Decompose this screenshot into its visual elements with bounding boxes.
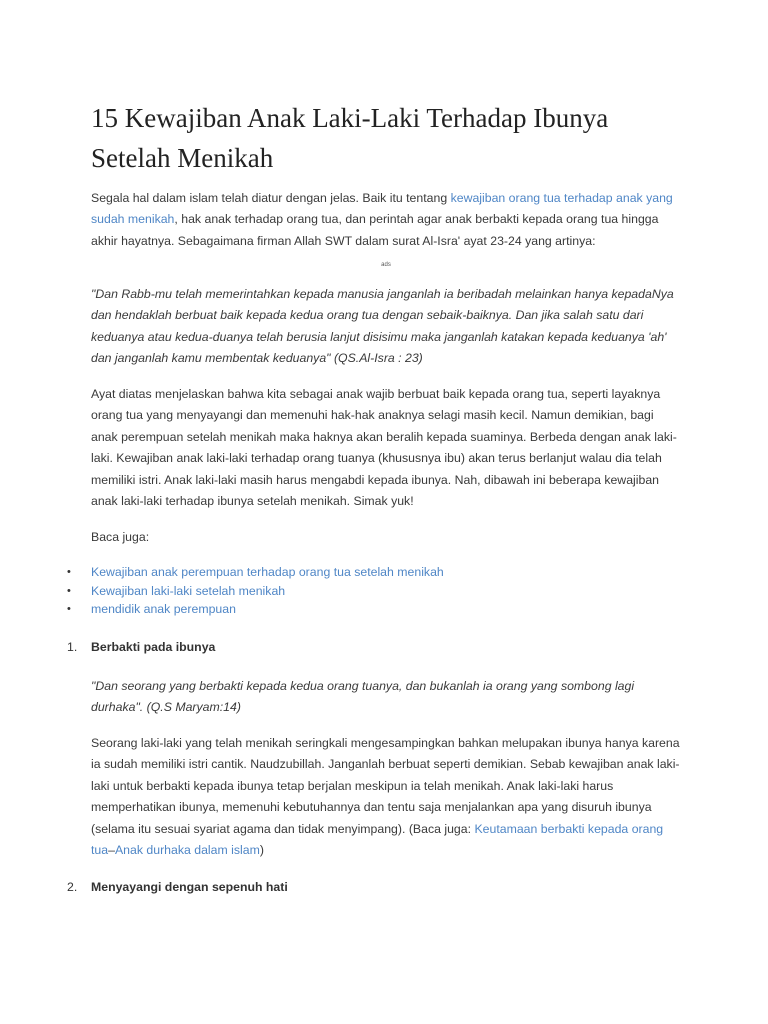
related-link[interactable]: Kewajiban laki-laki setelah menikah bbox=[91, 583, 286, 598]
section-number: 2. bbox=[67, 880, 78, 894]
list-item bbox=[67, 600, 681, 619]
bullet-icon: • bbox=[67, 566, 71, 578]
section-heading-2 bbox=[67, 877, 288, 897]
link-anak-durhaka[interactable]: Anak durhaka dalam islam bbox=[114, 843, 260, 858]
section-heading-1 bbox=[67, 637, 216, 657]
list-item bbox=[67, 582, 681, 601]
article-title: 15 Kewajiban Anak Laki-Laki Terhadap Ibunya Setelah Menikah bbox=[91, 103, 609, 173]
related-links-list bbox=[67, 563, 681, 619]
link-kewajiban-orang-tua[interactable]: kewajiban orang tua terhadap anak yang sudah menikah bbox=[91, 191, 673, 227]
ads-label: ads bbox=[381, 262, 391, 268]
bullet-icon: • bbox=[67, 584, 71, 597]
section-1-text: Seorang laki-laki yang telah menikah seringkali mengesampingkan bahkan melupakan ibunya hanya karena ia sudah memiliki istri cantik. Naudzubillah. Janganlah berbuat seperti demikian. Sebab kewajiban anak laki-laki untuk berbakti kepada ibunya tetap berjalan meskipun ia telah menikah. Anak laki-laki harus memperhatikan ibunya, memenuhi kebutuhannya dan tentu saja menjalankan apa yang disuruh ibunya (selama itu sesuai syariat agama dan tidak menyimpang). (Baca juga: bbox=[91, 736, 680, 836]
intro-paragraph bbox=[91, 188, 681, 252]
section-number: 1. bbox=[67, 640, 78, 654]
paragraph-ayat: Ayat diatas menjelaskan bahwa kita sebagai anak wajib berbuat baik kepada orang tua, seperti layaknya orang tua yang menyayangi dan memenuhi hak-hak anaknya selagi masih kecil. Namun demikian, bagi anak perempuan setelah menikah maka haknya akan beralih kepada suaminya. Berbeda dengan anak laki-laki. Kewajiban anak laki-laki terhadap orang tuanya (khususnya ibu) akan terus berlanjut walau dia telah memiliki istri. Anak laki-laki masih harus mengabdi kepada ibunya. Nah, dibawah ini beberapa kewajiban anak laki-laki terhadap ibunya setelah menikah. Simak yuk! bbox=[91, 387, 677, 509]
intro-text-1: Segala hal dalam islam telah diatur dengan jelas. Baik itu tentang bbox=[91, 191, 451, 205]
list-item bbox=[67, 563, 681, 582]
section-title: Berbakti pada ibunya bbox=[91, 640, 216, 654]
close-paren: ) bbox=[259, 843, 264, 858]
link-keutamaan-berbakti[interactable]: Keutamaan berbakti kepada orang tua bbox=[91, 821, 664, 858]
related-link[interactable]: mendidik anak perempuan bbox=[91, 602, 236, 617]
section-title: Menyayangi dengan sepenuh hati bbox=[91, 880, 288, 894]
section-1-body bbox=[91, 733, 681, 861]
related-link[interactable]: Kewajiban anak perempuan terhadap orang tua setelah menikah bbox=[91, 565, 444, 579]
bullet-icon: • bbox=[67, 603, 71, 616]
intro-text-3: , dan perintah agar anak berbakti kepada orang tua hingga akhir hayatnya. Sebagaimana firman Allah SWT dalam surat Al-Isra' ayat 23-24 yang artinya: bbox=[91, 212, 659, 248]
dash: – bbox=[108, 843, 115, 858]
quote-maryam: "Dan seorang yang berbakti kepada kedua orang tuanya, dan bukanlah ia orang yang sombong lagi durhaka". (Q.S Maryam:14) bbox=[91, 679, 635, 715]
quote-al-isra: "Dan Rabb-mu telah memerintahkan kepada manusia janganlah ia beribadah melainkan hanya kepadaNya dan hendaklah berbuat baik kepada kedua orang tua dengan sebaik-baiknya. Dan jika salah satu dari keduanya atau kedua-duanya telah berusia lanjut disisimu maka janganlah katakan kepada keduanya 'ah' dan janganlah kamu membentak keduanya" (QS.Al-Isra : 23) bbox=[91, 287, 674, 366]
intro-text-2: , hak anak terhadap orang tua bbox=[174, 212, 339, 227]
baca-juga-label: Baca juga: bbox=[91, 530, 150, 544]
